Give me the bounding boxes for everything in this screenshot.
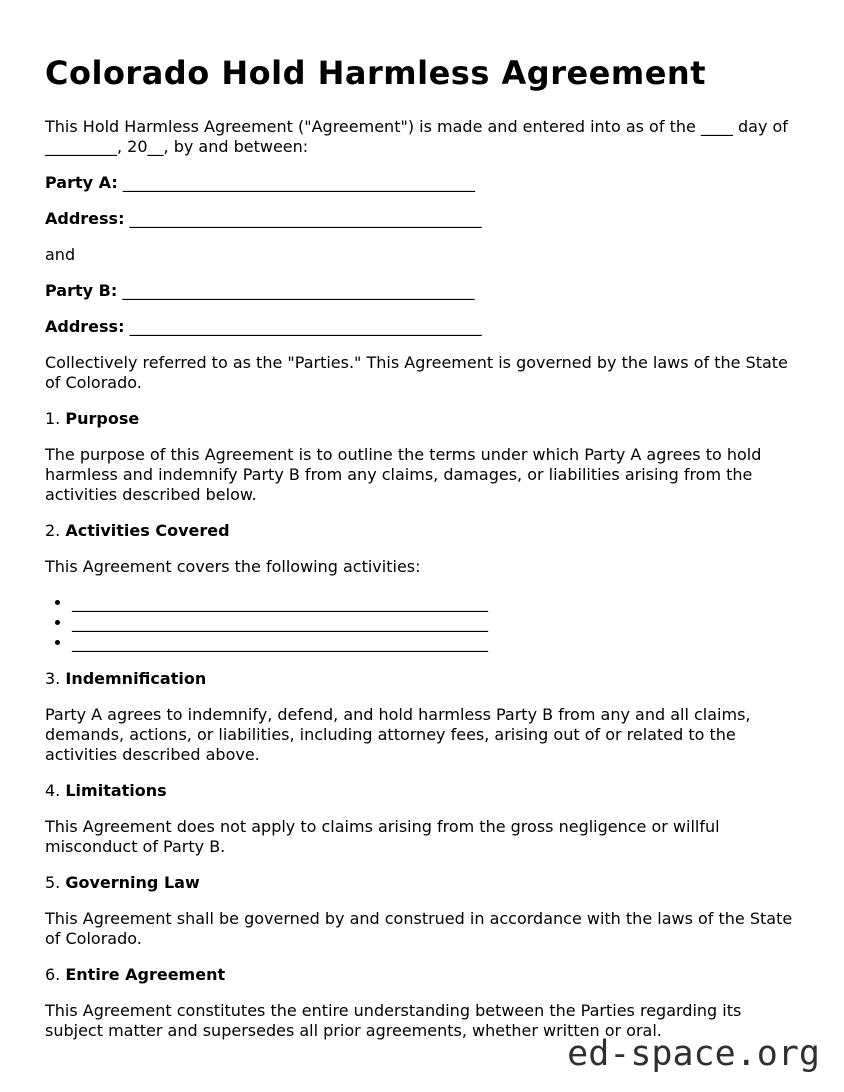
watermark: ed-space.org (567, 1034, 820, 1074)
section-6-body: This Agreement constitutes the entire understanding between the Parties regarding its subject matter and supersedes all prior agreements, whether written or oral. (45, 1001, 742, 1040)
section-3-body: Party A agrees to indemnify, defend, and hold harmless Party B from any and all claims, demands, actions, or liabilities, including attorney fees, arising out of or related to the activities described above. (45, 705, 751, 764)
activity-blank-line: ____________________________________________________ (72, 613, 488, 632)
activity-blank-item (72, 613, 795, 633)
section-5-title: Governing Law (65, 873, 200, 892)
activity-blank-line: ____________________________________________________ (72, 633, 488, 652)
activity-blank-line: ____________________________________________________ (72, 593, 488, 612)
party-b-row (45, 281, 795, 301)
activity-blank-item (72, 593, 795, 613)
section-2-title: Activities Covered (65, 521, 230, 540)
section-6-number: 6. (45, 965, 61, 984)
section-6-heading (45, 965, 795, 985)
section-3-title: Indemnification (65, 669, 207, 688)
section-1-number: 1. (45, 409, 61, 428)
section-4-body: This Agreement does not apply to claims arising from the gross negligence or willful misconduct of Party B. (45, 817, 720, 856)
section-2-body: This Agreement covers the following activities: (45, 557, 421, 576)
section-3-heading (45, 669, 795, 689)
section-3-number: 3. (45, 669, 61, 688)
connector-text: and (45, 245, 76, 264)
party-a-row (45, 173, 795, 193)
section-6-title: Entire Agreement (65, 965, 226, 984)
activity-blank-item (72, 633, 795, 653)
parties-clause: Collectively referred to as the "Parties." This Agreement is governed by the laws of the State of Colorado. (45, 353, 788, 392)
address-a-label: Address: (45, 209, 125, 228)
section-4-title: Limitations (65, 781, 167, 800)
section-4-number: 4. (45, 781, 61, 800)
section-1-heading (45, 409, 795, 429)
section-2-heading (45, 521, 795, 541)
address-a-blank-line: ____________________________________________ (129, 209, 482, 228)
section-1-title: Purpose (65, 409, 140, 428)
section-5-heading (45, 873, 795, 893)
party-a-blank-line: ____________________________________________ (122, 173, 475, 192)
party-a-label: Party A: (45, 173, 118, 192)
section-5-number: 5. (45, 873, 61, 892)
section-5-body: This Agreement shall be governed by and construed in accordance with the laws of the State of Colorado. (45, 909, 793, 948)
intro-paragraph: This Hold Harmless Agreement ("Agreement") is made and entered into as of the ____ day of _________, 20__, by and between: (45, 117, 788, 156)
section-2-number: 2. (45, 521, 61, 540)
party-b-blank-line: ____________________________________________ (122, 281, 475, 300)
page-title: Colorado Hold Harmless Agreement (45, 54, 706, 92)
address-a-row (45, 209, 795, 229)
section-4-heading (45, 781, 795, 801)
address-b-label: Address: (45, 317, 125, 336)
address-b-blank-line: ____________________________________________ (129, 317, 482, 336)
section-1-body: The purpose of this Agreement is to outline the terms under which Party A agrees to hold harmless and indemnify Party B from any claims, damages, or liabilities arising from the activities described below. (45, 445, 762, 504)
party-b-label: Party B: (45, 281, 118, 300)
address-b-row (45, 317, 795, 337)
activities-list (45, 593, 795, 653)
